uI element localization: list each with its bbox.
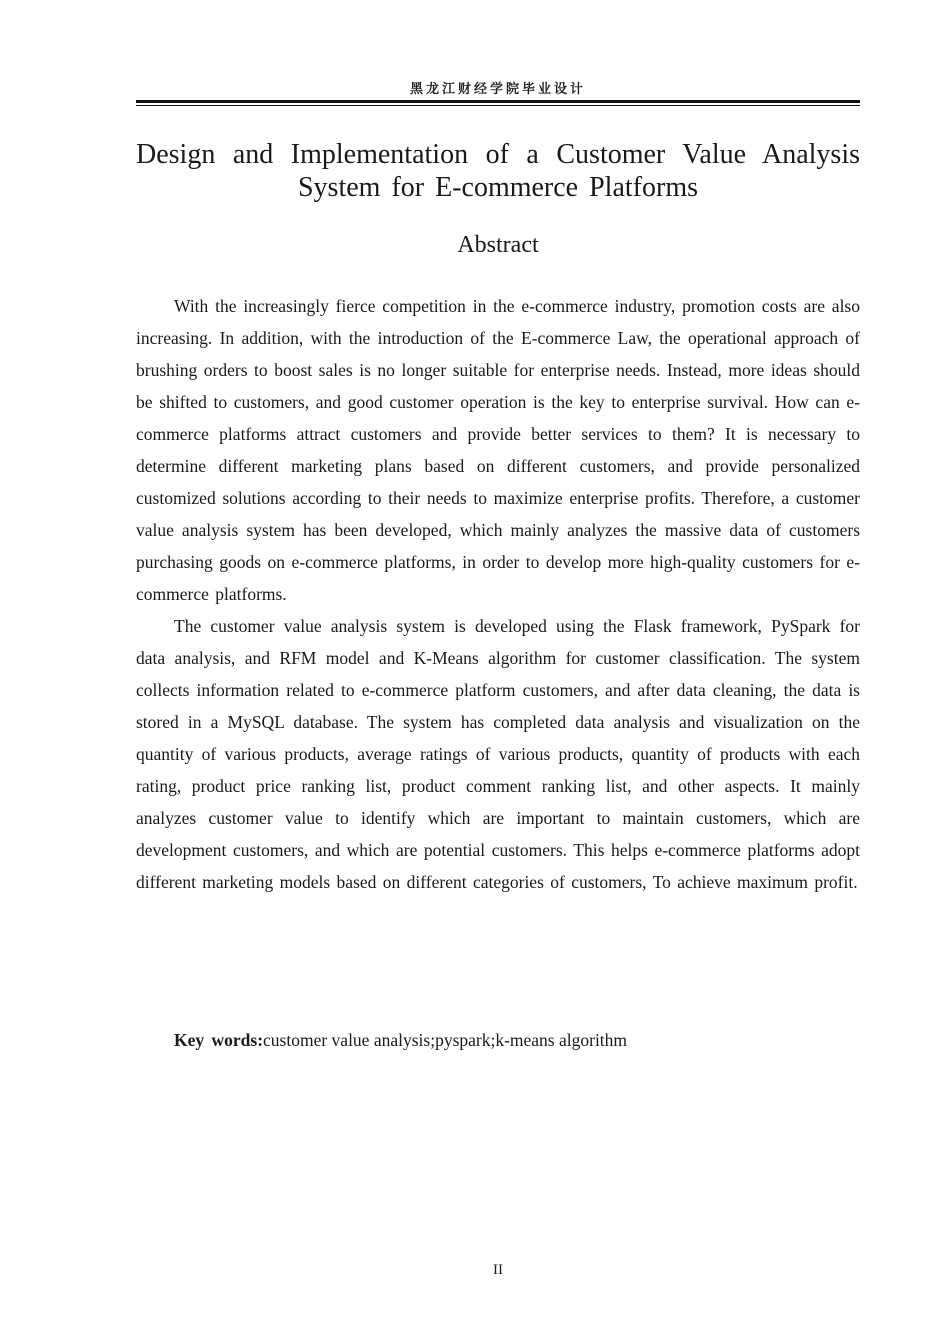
abstract-paragraph-1: With the increasingly fierce competition in the e-commerce industry, promotion costs are also increasing. In addition, with the introduction of the E-commerce Law, the operational approach of brushing orders to boost sales is no longer suitable for enterprise needs. Instead, more ideas should be shifted to customers, and good customer operation is the key to enterprise survival. How can e-commerce platforms attract customers and provide better services to them? It is necessary to determine different marketing plans based on different customers, and provide personalized customized solutions according to their needs to maximize enterprise profits. Therefore, a customer value analysis system has been developed, which mainly analyzes the massive data of customers purchasing goods on e-commerce platforms, in order to develop more high-quality customers for e-commerce platforms. [136, 296, 860, 604]
header-rule-thin [136, 105, 860, 106]
abstract-heading: Abstract [457, 232, 539, 258]
document-title: Design and Implementation of a Customer Value Analysis System for E-commerce Platforms [136, 139, 860, 203]
abstract-body [136, 290, 860, 898]
page-header: 黑龙江财经学院毕业设计 [409, 82, 586, 97]
header-rule-thick [136, 100, 860, 103]
page-number: II [493, 1262, 503, 1278]
abstract-paragraph-2: The customer value analysis system is developed using the Flask framework, PySpark for data analysis, and RFM model and K-Means algorithm for customer classification. The system collects information related to e-commerce platform customers, and after data cleaning, the data is stored in a MySQL database. The system has completed data analysis and visualization on the quantity of various products, average ratings of various products, quantity of products with each rating, product price ranking list, product comment ranking list, and other aspects. It mainly analyzes customer value to identify which are important to maintain customers, which are development customers, and which are potential customers. This helps e-commerce platforms adopt different marketing models based on different categories of customers, To achieve maximum profit. [136, 616, 860, 892]
keywords-label: Key words: [174, 1030, 264, 1050]
keywords-value: customer value analysis;pyspark;k-means algorithm [263, 1030, 628, 1050]
keywords-line [174, 1024, 860, 1056]
